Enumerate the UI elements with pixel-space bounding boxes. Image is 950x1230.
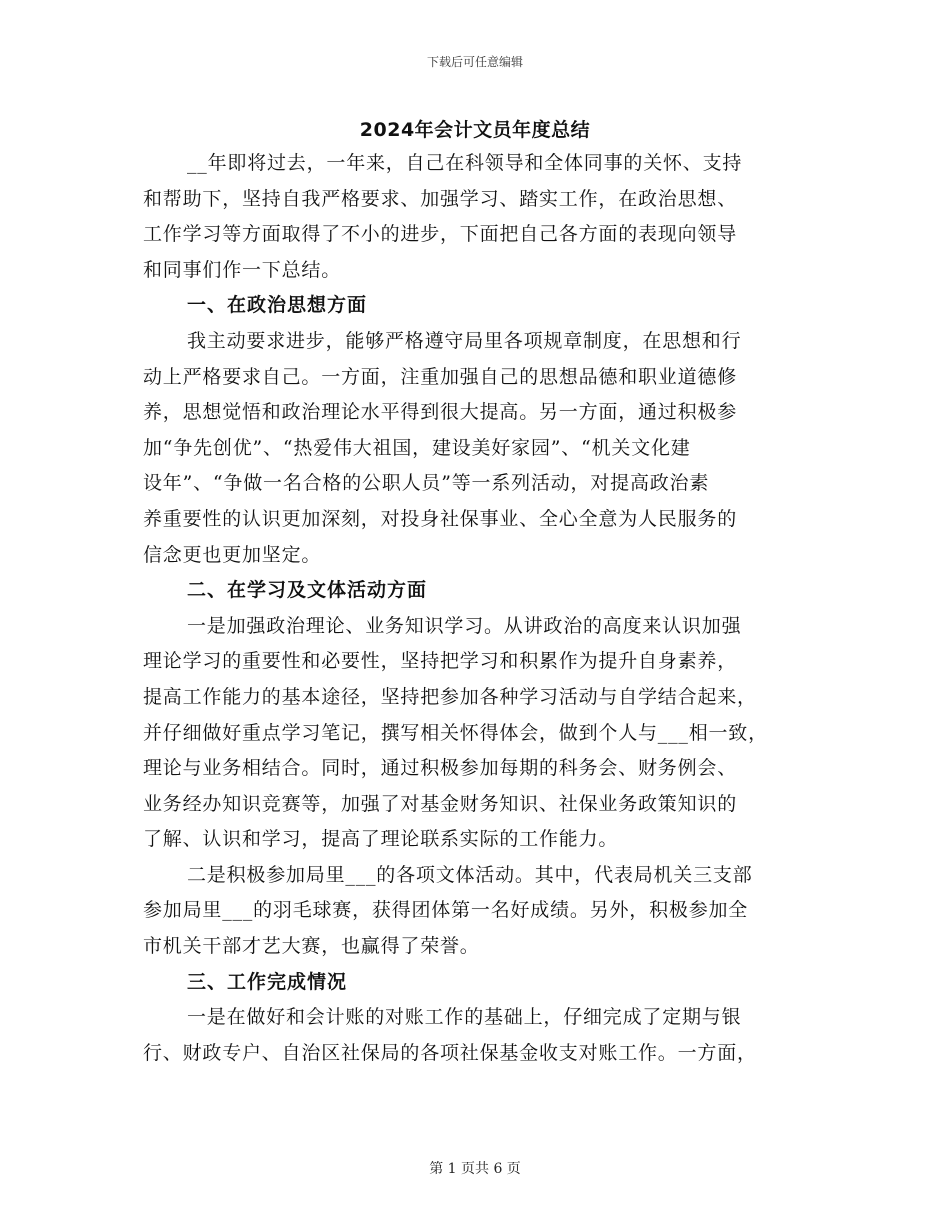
body-text-line: 二是积极参加局里___的各项文体活动。其中，代表局机关三支部 xyxy=(187,863,753,886)
body-text-line: 信念更也更加坚定。 xyxy=(143,543,322,566)
body-text-line: 设年”、“争做一名合格的公职人员”等一系列活动，对提高政治素 xyxy=(143,472,710,495)
section-heading: 三、工作完成情况 xyxy=(187,970,348,993)
page-number: 第 1 页共 6 页 xyxy=(429,1161,521,1177)
page-header-note: 下载后可任意编辑 xyxy=(426,55,523,69)
document-title: 2024年会计文员年度总结 xyxy=(359,119,591,141)
body-text-line: 和帮助下，坚持自我严格要求、加强学习、踏实工作，在政治思想、 xyxy=(143,187,738,210)
body-text-line: 市机关干部才艺大赛，也赢得了荣誉。 xyxy=(143,935,480,958)
body-text-line: 理论学习的重要性和必要性，坚持把学习和积累作为提升自身素养， xyxy=(143,650,738,673)
body-text-line: 动上严格要求自己。一方面，注重加强自己的思想品德和职业道德修 xyxy=(143,365,738,388)
body-text-line: 理论与业务相结合。同时，通过积极参加每期的科务会、财务例会、 xyxy=(143,757,738,780)
body-text-line: 我主动要求进步，能够严格遵守局里各项规章制度，在思想和行 xyxy=(187,329,742,352)
document-body xyxy=(143,146,809,1071)
body-text-line: __年即将过去，一年来，自己在科领导和全体同事的关怀、支持 xyxy=(187,152,743,174)
body-text-line: 并仔细做好重点学习笔记，撰写相关怀得体会，做到个人与___相一致， xyxy=(143,721,768,744)
body-text-line: 一是加强政治理论、业务知识学习。从讲政治的高度来认识加强 xyxy=(187,614,742,637)
body-text-line: 和同事们作一下总结。 xyxy=(143,258,342,281)
section-heading: 一、在政治思想方面 xyxy=(187,294,368,317)
body-text-line: 行、财政专户、自治区社保局的各项社保基金收支对账工作。一方面， xyxy=(143,1041,757,1064)
body-text-line: 业务经办知识竞赛等，加强了对基金财务知识、社保业务政策知识的 xyxy=(143,792,738,815)
body-text-line: 一是在做好和会计账的对账工作的基础上，仔细完成了定期与银 xyxy=(187,1006,742,1029)
body-text-line: 养重要性的认识更加深刻，对投身社保事业、全心全意为人民服务的 xyxy=(143,507,738,530)
body-text-line: 了解、认识和学习，提高了理论联系实际的工作能力。 xyxy=(143,828,619,851)
body-text-line: 提高工作能力的基本途径，坚持把参加各种学习活动与自学结合起来， xyxy=(143,685,757,708)
body-text-line: 参加局里___的羽毛球赛，获得团体第一名好成绩。另外，积极参加全 xyxy=(143,899,749,922)
body-text-line: 养，思想觉悟和政治理论水平得到很大提高。另一方面，通过积极参 xyxy=(143,401,738,424)
section-heading: 二、在学习及文体活动方面 xyxy=(187,579,428,602)
body-text-line: 加“争先创优”、“热爱伟大祖国，建设美好家园”、“机关文化建 xyxy=(143,436,691,459)
body-text-line: 工作学习等方面取得了不小的进步，下面把自己各方面的表现向领导 xyxy=(143,223,738,246)
